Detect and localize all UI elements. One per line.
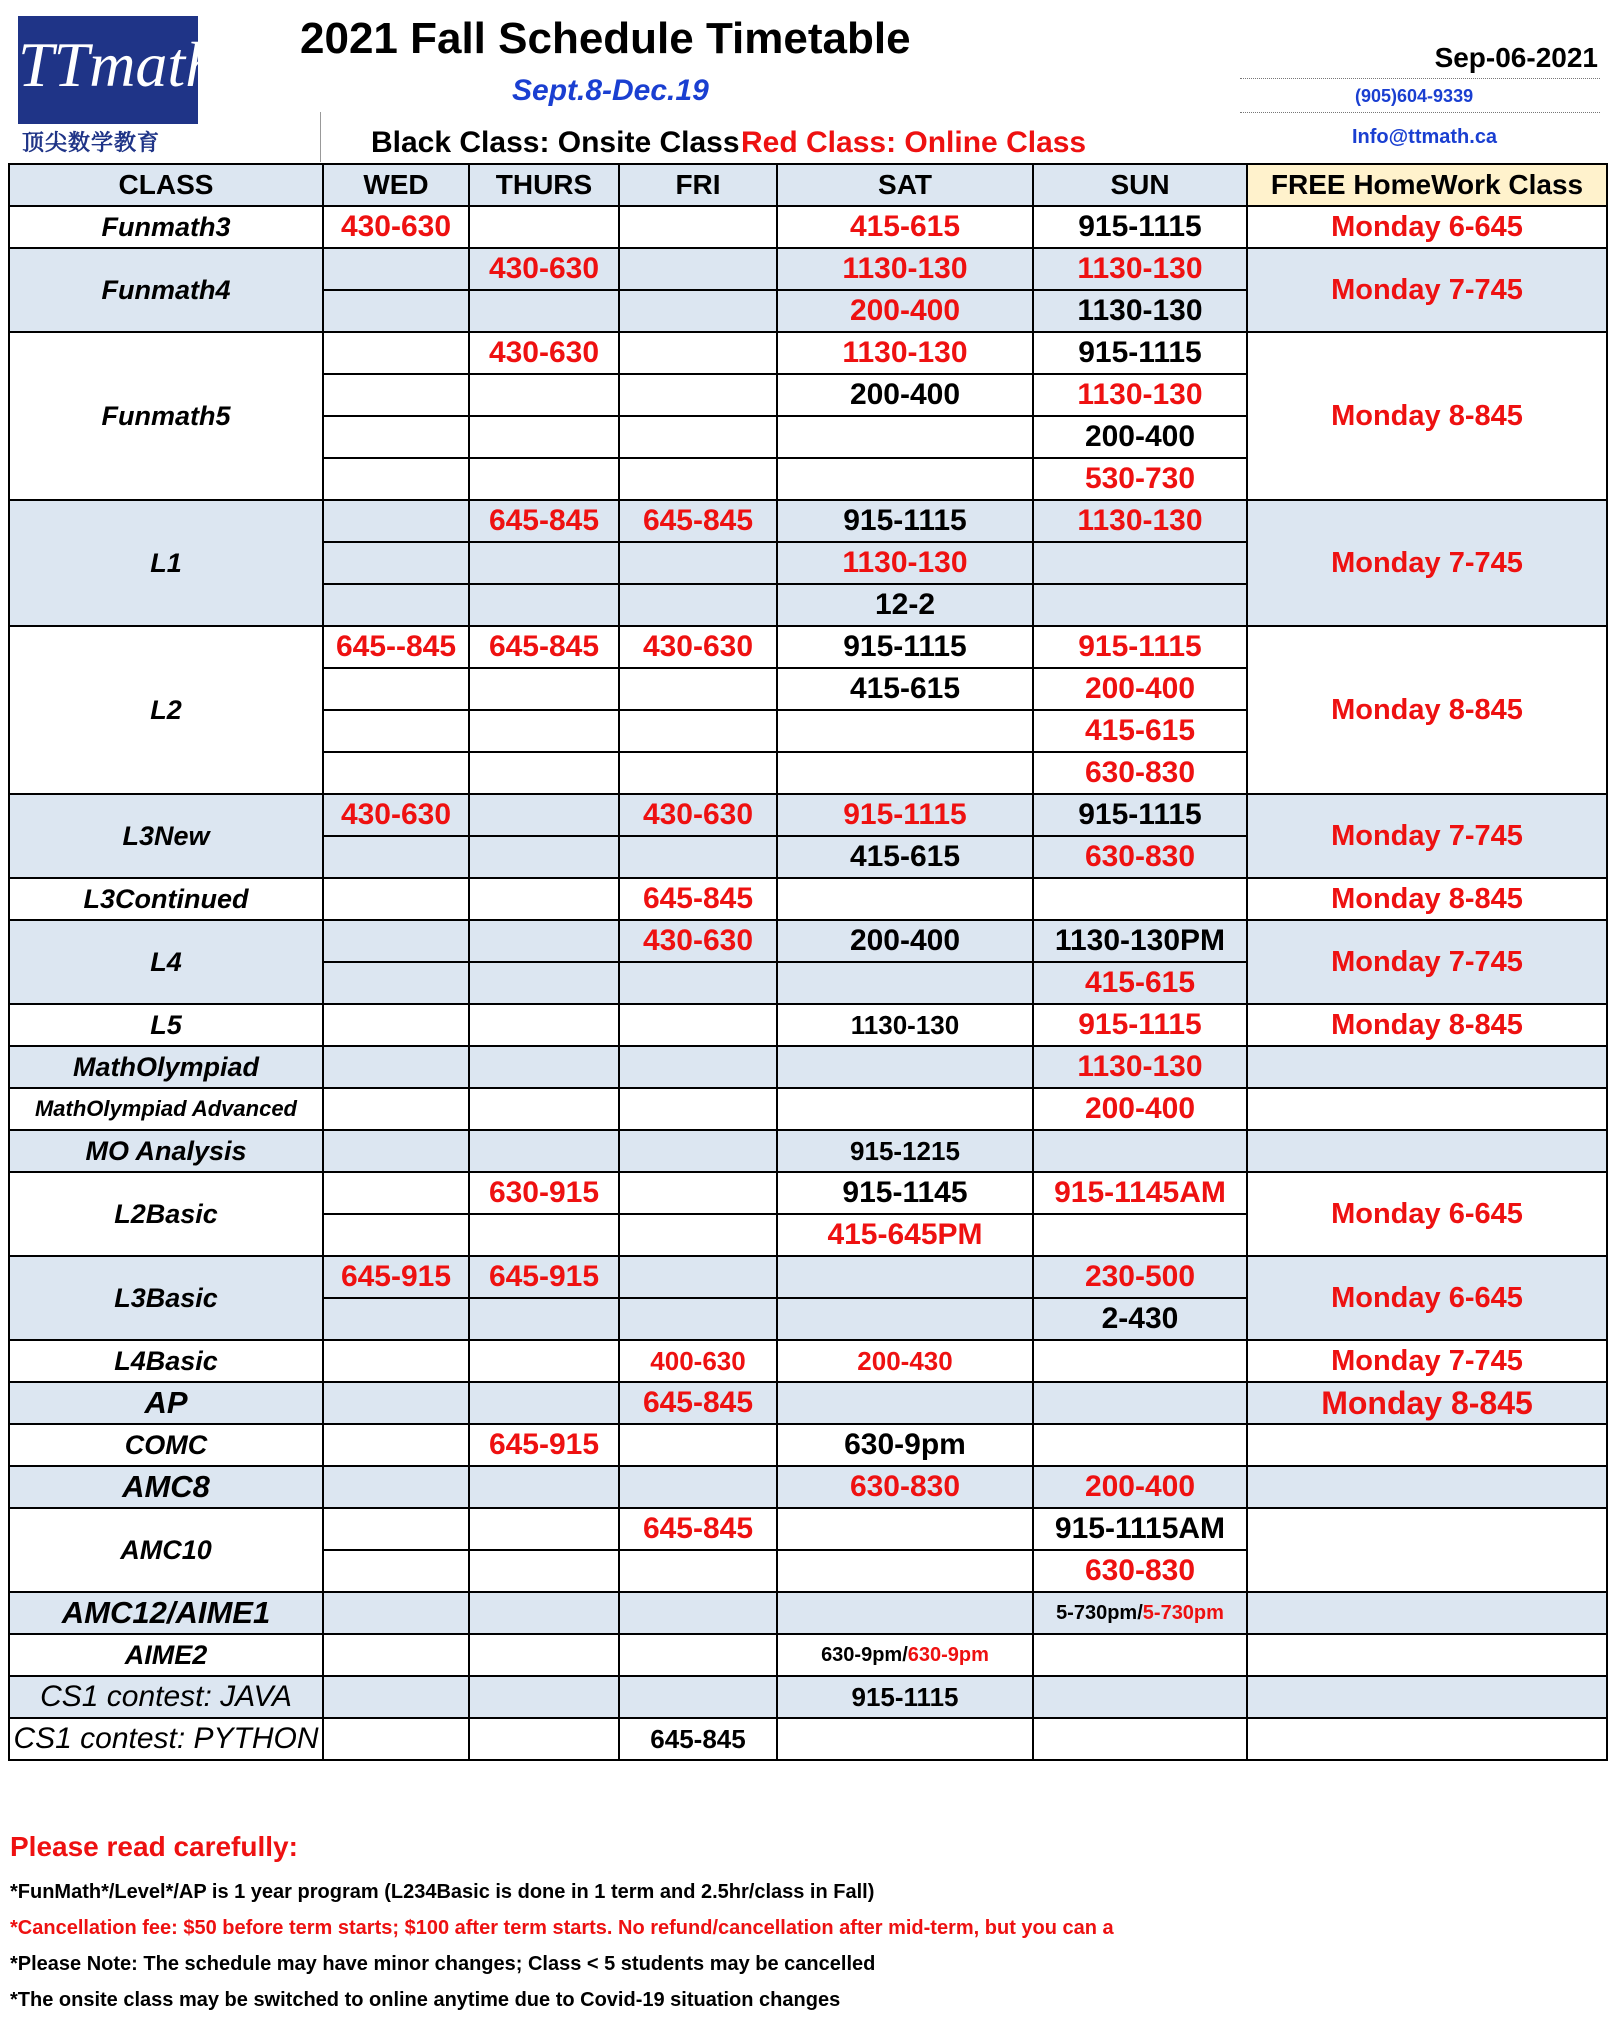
schedule-cell-thurs (469, 836, 619, 878)
schedule-cell-thurs (469, 794, 619, 836)
homework-time: Monday 8-845 (1247, 332, 1607, 500)
schedule-cell-sun (1033, 1718, 1247, 1760)
schedule-cell-thurs (469, 542, 619, 584)
schedule-cell-wed: 645--845 (323, 626, 469, 668)
schedule-cell-sat (777, 1550, 1033, 1592)
homework-time: Monday 8-845 (1247, 1004, 1607, 1046)
class-name: MathOlympiad Advanced (9, 1088, 323, 1130)
homework-time: Monday 8-845 (1247, 1382, 1607, 1424)
schedule-cell-sun: 200-400 (1033, 668, 1247, 710)
homework-time: Monday 6-645 (1247, 1256, 1607, 1340)
schedule-cell-thurs (469, 290, 619, 332)
col-header-thurs: THURS (469, 164, 619, 206)
homework-time (1247, 1676, 1607, 1718)
schedule-cell-fri (619, 1424, 777, 1466)
schedule-cell-sat: 915-1215 (777, 1130, 1033, 1172)
schedule-cell-sun (1033, 542, 1247, 584)
schedule-cell-fri: 645-845 (619, 1508, 777, 1550)
schedule-cell-sun (1033, 1634, 1247, 1676)
table-row (9, 206, 1607, 248)
schedule-cell-sat: 200-430 (777, 1340, 1033, 1382)
schedule-cell-thurs (469, 1298, 619, 1340)
schedule-cell-sat (777, 1088, 1033, 1130)
schedule-cell-fri (619, 374, 777, 416)
schedule-cell-thurs (469, 1382, 619, 1424)
schedule-cell-thurs (469, 752, 619, 794)
table-row (9, 332, 1607, 374)
schedule-cell-fri (619, 962, 777, 1004)
schedule-cell-thurs: 645-845 (469, 500, 619, 542)
class-name: L5 (9, 1004, 323, 1046)
schedule-cell-sat: 200-400 (777, 290, 1033, 332)
table-row (9, 794, 1607, 836)
schedule-cell-sat (777, 752, 1033, 794)
schedule-cell-sun: 915-1115 (1033, 206, 1247, 248)
page-title: 2021 Fall Schedule Timetable (300, 14, 911, 63)
homework-time (1247, 1046, 1607, 1088)
schedule-cell-sun: 230-500 (1033, 1256, 1247, 1298)
schedule-cell-sat: 630-9pm (777, 1424, 1033, 1466)
note-program: *FunMath*/Level*/AP is 1 year program (L234Basic is done in 1 term and 2.5hr/class in Fall) (10, 1881, 875, 1903)
schedule-cell-thurs: 645-915 (469, 1256, 619, 1298)
schedule-cell-fri (619, 1550, 777, 1592)
schedule-cell-sat: 915-1145 (777, 1172, 1033, 1214)
notes-section (10, 1830, 1250, 2018)
table-row (9, 1340, 1607, 1382)
table-row (9, 1172, 1607, 1214)
table-row (9, 1424, 1607, 1466)
schedule-cell-sat: 415-645PM (777, 1214, 1033, 1256)
schedule-cell-sun: 1130-130 (1033, 248, 1247, 290)
class-name: AMC8 (9, 1466, 323, 1508)
schedule-cell-thurs (469, 710, 619, 752)
schedule-cell-wed (323, 1508, 469, 1550)
schedule-cell-sat: 415-615 (777, 836, 1033, 878)
table-row (9, 1508, 1607, 1550)
schedule-cell-wed (323, 542, 469, 584)
schedule-cell-sun: 1130-130 (1033, 290, 1247, 332)
class-name: COMC (9, 1424, 323, 1466)
schedule-cell-thurs (469, 1508, 619, 1550)
schedule-cell-thurs (469, 1046, 619, 1088)
divider (1240, 78, 1600, 79)
homework-time: Monday 7-745 (1247, 500, 1607, 626)
schedule-cell-sun: 630-830 (1033, 1550, 1247, 1592)
logo-subtitle: 顶尖数学教育 (22, 130, 161, 155)
homework-time (1247, 1718, 1607, 1760)
class-name: MO Analysis (9, 1130, 323, 1172)
schedule-cell-fri (619, 542, 777, 584)
schedule-cell-fri (619, 584, 777, 626)
schedule-cell-thurs (469, 1592, 619, 1634)
schedule-cell-wed (323, 1466, 469, 1508)
schedule-cell-wed (323, 1550, 469, 1592)
homework-time: Monday 7-745 (1247, 248, 1607, 332)
schedule-cell-thurs (469, 1718, 619, 1760)
schedule-cell-sat: 915-1115 (777, 794, 1033, 836)
schedule-cell-fri (619, 1172, 777, 1214)
table-row (9, 1046, 1607, 1088)
schedule-cell-sat: 630-830 (777, 1466, 1033, 1508)
schedule-cell-sun: 630-830 (1033, 752, 1247, 794)
schedule-cell-sat (777, 1046, 1033, 1088)
schedule-cell-fri (619, 1466, 777, 1508)
schedule-cell-wed (323, 1718, 469, 1760)
schedule-cell-wed (323, 1676, 469, 1718)
class-name: L4 (9, 920, 323, 1004)
schedule-cell-wed (323, 1634, 469, 1676)
schedule-cell-wed (323, 836, 469, 878)
schedule-cell-fri (619, 836, 777, 878)
homework-time (1247, 1130, 1607, 1172)
schedule-cell-wed (323, 458, 469, 500)
class-name: AP (9, 1382, 323, 1424)
schedule-cell-sat (777, 1382, 1033, 1424)
schedule-cell-thurs (469, 458, 619, 500)
homework-time (1247, 1088, 1607, 1130)
table-row (9, 626, 1607, 668)
schedule-cell-wed (323, 1382, 469, 1424)
class-name: Funmath3 (9, 206, 323, 248)
ttmath-logo (18, 16, 218, 124)
legend-online: Red Class: Online Class (741, 126, 1087, 159)
schedule-cell-fri (619, 332, 777, 374)
schedule-cell-wed (323, 668, 469, 710)
homework-time (1247, 1466, 1607, 1508)
class-name: L1 (9, 500, 323, 626)
table-row (9, 1718, 1607, 1760)
schedule-cell-thurs: 645-915 (469, 1424, 619, 1466)
schedule-cell-fri (619, 1130, 777, 1172)
schedule-cell-fri: 645-845 (619, 1718, 777, 1760)
schedule-cell-fri: 645-845 (619, 878, 777, 920)
table-row (9, 920, 1607, 962)
schedule-cell-thurs (469, 206, 619, 248)
schedule-cell-sat (777, 1256, 1033, 1298)
table-row (9, 1130, 1607, 1172)
schedule-cell-thurs (469, 1550, 619, 1592)
table-row (9, 1256, 1607, 1298)
divider (1240, 112, 1600, 113)
class-name: Funmath4 (9, 248, 323, 332)
schedule-cell-sun: 1130-130 (1033, 500, 1247, 542)
schedule-cell-sun: 915-1115 (1033, 1004, 1247, 1046)
schedule-cell-sun: 915-1145AM (1033, 1172, 1247, 1214)
class-name: L3Continued (9, 878, 323, 920)
schedule-cell-sun (1033, 1340, 1247, 1382)
schedule-cell-fri (619, 1592, 777, 1634)
table-row (9, 500, 1607, 542)
schedule-cell-sat: 1130-130 (777, 542, 1033, 584)
schedule-cell-wed (323, 710, 469, 752)
schedule-cell-wed (323, 374, 469, 416)
schedule-cell-thurs (469, 962, 619, 1004)
schedule-cell-fri (619, 1088, 777, 1130)
schedule-cell-sun (1033, 1382, 1247, 1424)
schedule-cell-sat: 1130-130 (777, 248, 1033, 290)
schedule-cell-sun: 915-1115 (1033, 794, 1247, 836)
schedule-cell-wed (323, 248, 469, 290)
schedule-cell-fri (619, 416, 777, 458)
schedule-cell-sat: 1130-130 (777, 1004, 1033, 1046)
schedule-cell-sat: 200-400 (777, 374, 1033, 416)
table-row (9, 248, 1607, 290)
schedule-cell-sat: 915-1115 (777, 500, 1033, 542)
table-row (9, 1088, 1607, 1130)
schedule-cell-wed (323, 290, 469, 332)
schedule-cell-sun: 1130-130PM (1033, 920, 1247, 962)
table-row (9, 1634, 1607, 1676)
schedule-cell-sun (1033, 1130, 1247, 1172)
schedule-cell-thurs (469, 1214, 619, 1256)
schedule-cell-sun: 200-400 (1033, 1466, 1247, 1508)
schedule-cell-sun: 200-400 (1033, 1088, 1247, 1130)
schedule-cell-wed (323, 1298, 469, 1340)
class-name: L2 (9, 626, 323, 794)
schedule-cell-thurs (469, 878, 619, 920)
schedule-cell-sun (1033, 878, 1247, 920)
schedule-cell-sat (777, 416, 1033, 458)
schedule-cell-sat: 1130-130 (777, 332, 1033, 374)
schedule-cell-thurs: 430-630 (469, 248, 619, 290)
col-header-homework: FREE HomeWork Class (1247, 164, 1607, 206)
schedule-cell-wed (323, 1046, 469, 1088)
table-row (9, 1004, 1607, 1046)
schedule-cell-thurs: 430-630 (469, 332, 619, 374)
col-header-sat: SAT (777, 164, 1033, 206)
schedule-cell-fri (619, 458, 777, 500)
schedule-cell-sat: 415-615 (777, 668, 1033, 710)
class-name: L2Basic (9, 1172, 323, 1256)
schedule-cell-wed (323, 1214, 469, 1256)
schedule-cell-sun (1033, 1424, 1247, 1466)
logo-wordmark: TTmath (18, 29, 218, 100)
schedule-cell-thurs (469, 1676, 619, 1718)
schedule-cell-fri (619, 1256, 777, 1298)
header-row (9, 164, 1607, 206)
schedule-body (9, 206, 1607, 1760)
schedule-cell-wed: 430-630 (323, 206, 469, 248)
class-name: AMC10 (9, 1508, 323, 1592)
homework-time: Monday 8-845 (1247, 626, 1607, 794)
col-header-sun: SUN (1033, 164, 1247, 206)
homework-time: Monday 6-645 (1247, 1172, 1607, 1256)
schedule-cell-sat (777, 458, 1033, 500)
class-name: L3New (9, 794, 323, 878)
phone-number: (905)604-9339 (1355, 86, 1474, 106)
schedule-cell-fri (619, 1634, 777, 1676)
schedule-cell-sun (1033, 584, 1247, 626)
homework-time (1247, 1424, 1607, 1466)
schedule-cell-fri (619, 1046, 777, 1088)
schedule-cell-fri: 430-630 (619, 626, 777, 668)
homework-time (1247, 1508, 1607, 1592)
schedule-cell-thurs (469, 584, 619, 626)
col-header-fri: FRI (619, 164, 777, 206)
schedule-cell-sat: 12-2 (777, 584, 1033, 626)
schedule-cell-wed (323, 1424, 469, 1466)
schedule-cell-wed: 645-915 (323, 1256, 469, 1298)
schedule-cell-sun (1033, 1214, 1247, 1256)
note-changes: *Please Note: The schedule may have minor changes; Class < 5 students may be cancelled (10, 1953, 876, 1975)
schedule-cell-sun: 1130-130 (1033, 374, 1247, 416)
schedule-cell-fri: 400-630 (619, 1340, 777, 1382)
schedule-cell-wed (323, 1004, 469, 1046)
schedule-cell-sun: 200-400 (1033, 416, 1247, 458)
schedule-cell-sun: 415-615 (1033, 962, 1247, 1004)
class-name: AIME2 (9, 1634, 323, 1676)
class-name: CS1 contest: PYTHON (9, 1718, 323, 1760)
updated-date: Sep-06-2021 (1434, 42, 1598, 73)
schedule-cell-sun: 5-730pm/5-730pm (1033, 1592, 1247, 1634)
schedule-cell-sun: 630-830 (1033, 836, 1247, 878)
schedule-cell-wed (323, 962, 469, 1004)
schedule-cell-sat: 915-1115 (777, 1676, 1033, 1718)
schedule-cell-fri (619, 1298, 777, 1340)
schedule-cell-wed (323, 1172, 469, 1214)
schedule-cell-wed (323, 1592, 469, 1634)
schedule-cell-thurs (469, 1340, 619, 1382)
schedule-cell-sat (777, 1298, 1033, 1340)
notes-title: Please read carefully: (10, 1831, 298, 1862)
schedule-cell-thurs (469, 1130, 619, 1172)
schedule-cell-sat: 415-615 (777, 206, 1033, 248)
homework-time: Monday 7-745 (1247, 1340, 1607, 1382)
schedule-cell-fri (619, 206, 777, 248)
schedule-cell-fri: 645-845 (619, 500, 777, 542)
schedule-cell-thurs: 645-845 (469, 626, 619, 668)
note-cancellation: *Cancellation fee: $50 before term starts; $100 after term starts. No refund/cancellation after mid-term, but you can a (10, 1917, 1114, 1939)
schedule-cell-thurs (469, 416, 619, 458)
schedule-cell-sun: 530-730 (1033, 458, 1247, 500)
class-name: L4Basic (9, 1340, 323, 1382)
schedule-cell-sun: 415-615 (1033, 710, 1247, 752)
table-row (9, 1592, 1607, 1634)
schedule-cell-wed (323, 920, 469, 962)
class-name: MathOlympiad (9, 1046, 323, 1088)
schedule-cell-sat: 630-9pm/630-9pm (777, 1634, 1033, 1676)
table-row (9, 1676, 1607, 1718)
schedule-cell-wed (323, 500, 469, 542)
schedule-cell-fri (619, 1676, 777, 1718)
table-row (9, 1466, 1607, 1508)
schedule-cell-thurs (469, 1088, 619, 1130)
schedule-cell-wed: 430-630 (323, 794, 469, 836)
schedule-cell-fri (619, 248, 777, 290)
schedule-cell-sat: 200-400 (777, 920, 1033, 962)
schedule-cell-wed (323, 416, 469, 458)
schedule-cell-sat (777, 962, 1033, 1004)
divider (320, 112, 321, 162)
col-header-wed: WED (323, 164, 469, 206)
class-name: Funmath5 (9, 332, 323, 500)
table-row (9, 1382, 1607, 1424)
note-covid: *The onsite class may be switched to online anytime due to Covid-19 situation changes (10, 1989, 841, 2011)
schedule-cell-fri: 430-630 (619, 920, 777, 962)
schedule-cell-thurs (469, 1004, 619, 1046)
schedule-cell-wed (323, 1340, 469, 1382)
homework-time (1247, 1592, 1607, 1634)
schedule-cell-wed (323, 1130, 469, 1172)
homework-time: Monday 7-745 (1247, 920, 1607, 1004)
schedule-cell-wed (323, 584, 469, 626)
email-address: Info@ttmath.ca (1352, 126, 1498, 148)
schedule-cell-wed (323, 1088, 469, 1130)
homework-time: Monday 7-745 (1247, 794, 1607, 878)
schedule-table (8, 163, 1608, 1761)
class-name: CS1 contest: JAVA (9, 1676, 323, 1718)
homework-time: Monday 8-845 (1247, 878, 1607, 920)
schedule-cell-sun: 915-1115AM (1033, 1508, 1247, 1550)
schedule-cell-thurs: 630-915 (469, 1172, 619, 1214)
schedule-cell-thurs (469, 668, 619, 710)
schedule-cell-thurs (469, 1466, 619, 1508)
schedule-cell-fri (619, 290, 777, 332)
schedule-cell-thurs (469, 374, 619, 416)
schedule-cell-sun (1033, 1676, 1247, 1718)
schedule-cell-fri (619, 752, 777, 794)
schedule-cell-sat (777, 1718, 1033, 1760)
schedule-cell-fri: 430-630 (619, 794, 777, 836)
legend-onsite: Black Class: Onsite Class (371, 126, 740, 159)
schedule-cell-sun: 2-430 (1033, 1298, 1247, 1340)
schedule-cell-sun: 915-1115 (1033, 332, 1247, 374)
schedule-cell-sat (777, 1508, 1033, 1550)
class-name: L3Basic (9, 1256, 323, 1340)
homework-time: Monday 6-645 (1247, 206, 1607, 248)
schedule-cell-sun: 1130-130 (1033, 1046, 1247, 1088)
schedule-cell-wed (323, 752, 469, 794)
schedule-cell-fri (619, 1214, 777, 1256)
schedule-cell-thurs (469, 920, 619, 962)
term-dates: Sept.8-Dec.19 (512, 74, 709, 107)
schedule-cell-sun: 915-1115 (1033, 626, 1247, 668)
schedule-cell-wed (323, 878, 469, 920)
schedule-cell-fri (619, 710, 777, 752)
col-header-class: CLASS (9, 164, 323, 206)
schedule-cell-wed (323, 332, 469, 374)
schedule-cell-fri: 645-845 (619, 1382, 777, 1424)
schedule-cell-thurs (469, 1634, 619, 1676)
schedule-cell-fri (619, 668, 777, 710)
table-row (9, 878, 1607, 920)
schedule-cell-fri (619, 1004, 777, 1046)
schedule-cell-sat: 915-1115 (777, 626, 1033, 668)
schedule-cell-sat (777, 710, 1033, 752)
schedule-cell-sat (777, 1592, 1033, 1634)
homework-time (1247, 1634, 1607, 1676)
class-name: AMC12/AIME1 (9, 1592, 323, 1634)
schedule-cell-sat (777, 878, 1033, 920)
